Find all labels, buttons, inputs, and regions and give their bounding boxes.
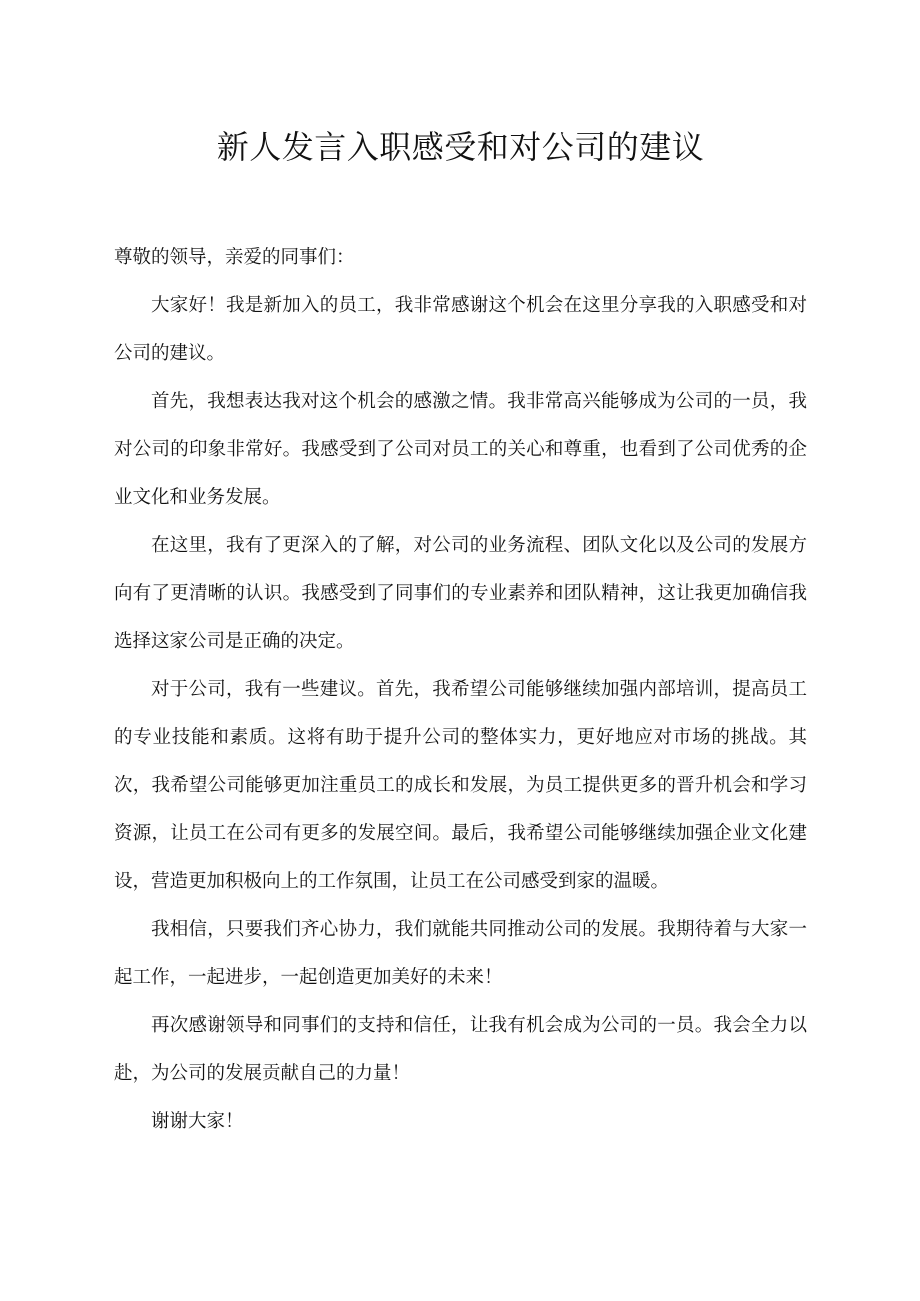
- paragraph-closing: 谢谢大家！: [151, 1111, 244, 1132]
- paragraph-belief: 我相信，只要我们齐心协力，我们就能共同推动公司的发展。我期待着与大家一起工作，一起进步，一起创造更加美好的未来！: [114, 919, 807, 988]
- document-title: 新人发言入职感受和对公司的建议: [216, 128, 705, 166]
- paragraph-thanks-again: 再次感谢领导和同事们的支持和信任，让我有机会成为公司的一员。我会全力以赴，为公司的发展贡献自己的力量！: [114, 1015, 807, 1084]
- salutation: 尊敬的领导，亲爱的同事们：: [114, 247, 355, 268]
- paragraph-gratitude: 首先，我想表达我对这个机会的感激之情。我非常高兴能够成为公司的一员，我对公司的印象非常好。我感受到了公司对员工的关心和尊重，也看到了公司优秀的企业文化和业务发展。: [114, 391, 807, 508]
- paragraph-suggestions: 对于公司，我有一些建议。首先，我希望公司能够继续加强内部培训，提高员工的专业技能和素质。这将有助于提升公司的整体实力，更好地应对市场的挑战。其次，我希望公司能够更加注重员工的成长和发展，为员工提供更多的晋升机会和学习资源，让员工在公司有更多的发展空间。最后，我希望公司能够继续加强企业文化建设，营造更加积极向上的工作氛围，让员工在公司感受到家的温暖。: [114, 679, 807, 892]
- paragraph-greeting: 大家好！我是新加入的员工，我非常感谢这个机会在这里分享我的入职感受和对公司的建议。: [114, 295, 807, 364]
- paragraph-understanding: 在这里，我有了更深入的了解，对公司的业务流程、团队文化以及公司的发展方向有了更清晰的认识。我感受到了同事们的专业素养和团队精神，这让我更加确信我选择这家公司是正确的决定。: [114, 535, 807, 652]
